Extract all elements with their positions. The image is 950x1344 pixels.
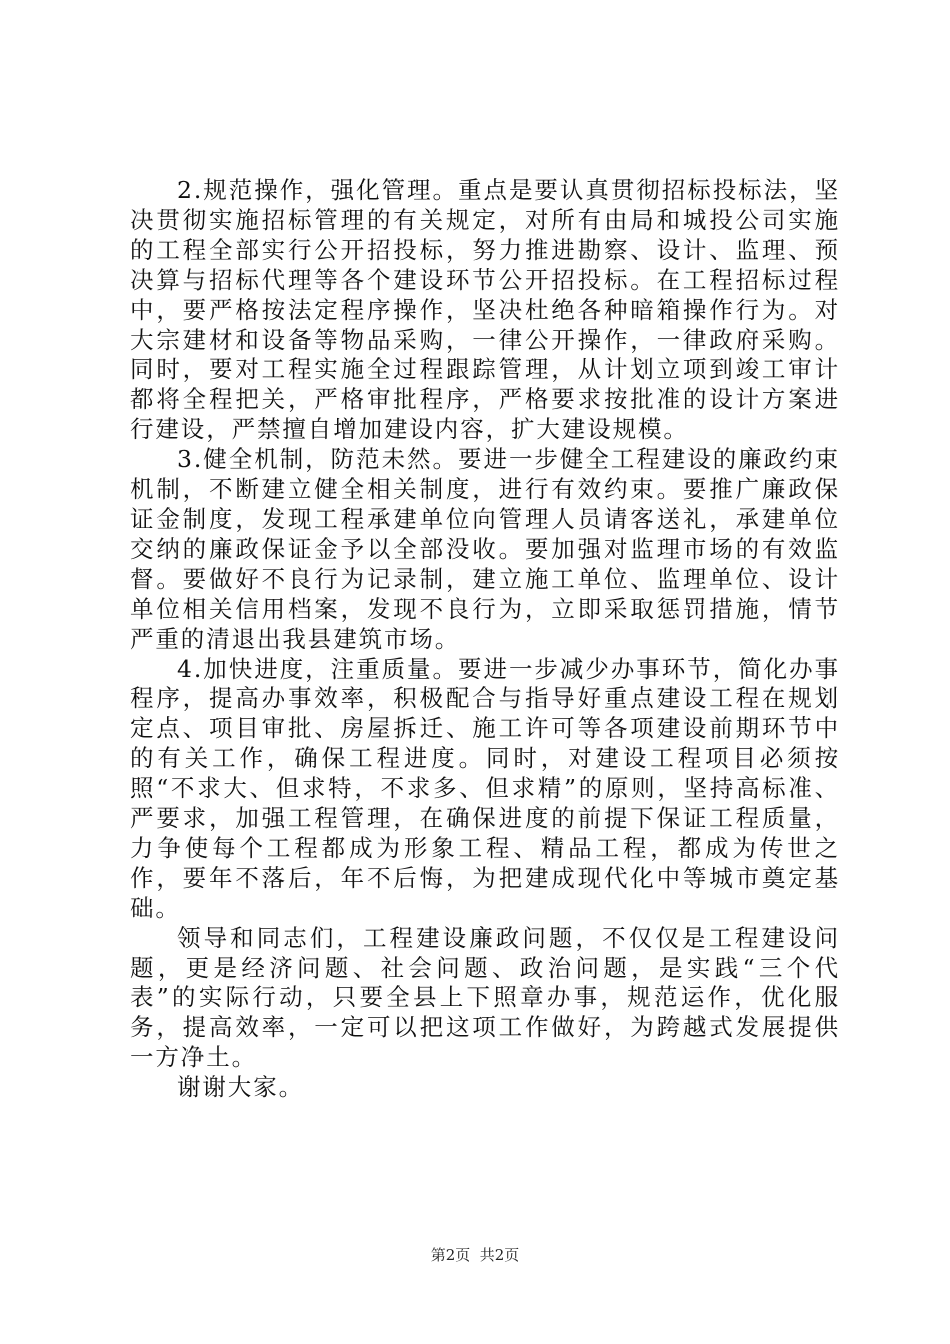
document-body <box>130 176 840 1103</box>
paragraph-thanks: 谢谢大家。 <box>177 1073 304 1102</box>
page-number-label: 第2页 共2页 <box>430 1246 520 1264</box>
paragraph-conclusion: 领导和同志们，工程建设廉政问题，不仅仅是工程建设问题，更是经济问题、社会问题、政治问题，是实践“三个代表”的实际行动，只要全县上下照章办事，规范运作，优化服务，提高效率，一定可以把这项工作做好，为跨越式发展提供一方净土。 <box>130 923 840 1072</box>
paragraph-speed-and-quality: 4.加快进度，注重质量。要进一步减少办事环节，简化办事程序，提高办事效率，积极配合与指导好重点建设工程在规划定点、项目审批、房屋拆迁、施工许可等各项建设前期环节中的有关工作，确保工程进度。同时，对建设工程项目必须按照“不求大、但求特，不求多、但求精”的原则，坚持高标准、严要求，加强工程管理，在确保进度的前提下保证工程质量，力争使每个工程都成为形象工程、精品工程，都成为传世之作，要年不落后，年不后悔，为把建成现代化中等城市奠定基础。 <box>130 654 840 922</box>
paragraph-improve-mechanism: 3.健全机制，防范未然。要进一步健全工程建设的廉政约束机制，不断建立健全相关制度，进行有效约束。要推广廉政保证金制度，发现工程承建单位向管理人员请客送礼，承建单位交纳的廉政保证金予以全部没收。要加强对监理市场的有效监督。要做好不良行为记录制，建立施工单位、监理单位、设计单位相关信用档案，发现不良行为，立即采取惩罚措施，情节严重的清退出我县建筑市场。 <box>130 445 840 653</box>
paragraph-regulate-operations: 2.规范操作，强化管理。重点是要认真贯彻招标投标法，坚决贯彻实施招标管理的有关规定，对所有由局和城投公司实施的工程全部实行公开招投标，努力推进勘察、设计、监理、预决算与招标代理等各个建设环节公开招投标。在工程招标过程中，要严格按法定程序操作，坚决杜绝各种暗箱操作行为。对大宗建材和设备等物品采购，一律公开操作，一律政府采购。同时，要对工程实施全过程跟踪管理，从计划立项到竣工审计都将全程把关，严格审批程序，严格要求按批准的设计方案进行建设，严禁擅自增加建设内容，扩大建设规模。 <box>130 176 840 444</box>
page-footer <box>0 1245 950 1265</box>
